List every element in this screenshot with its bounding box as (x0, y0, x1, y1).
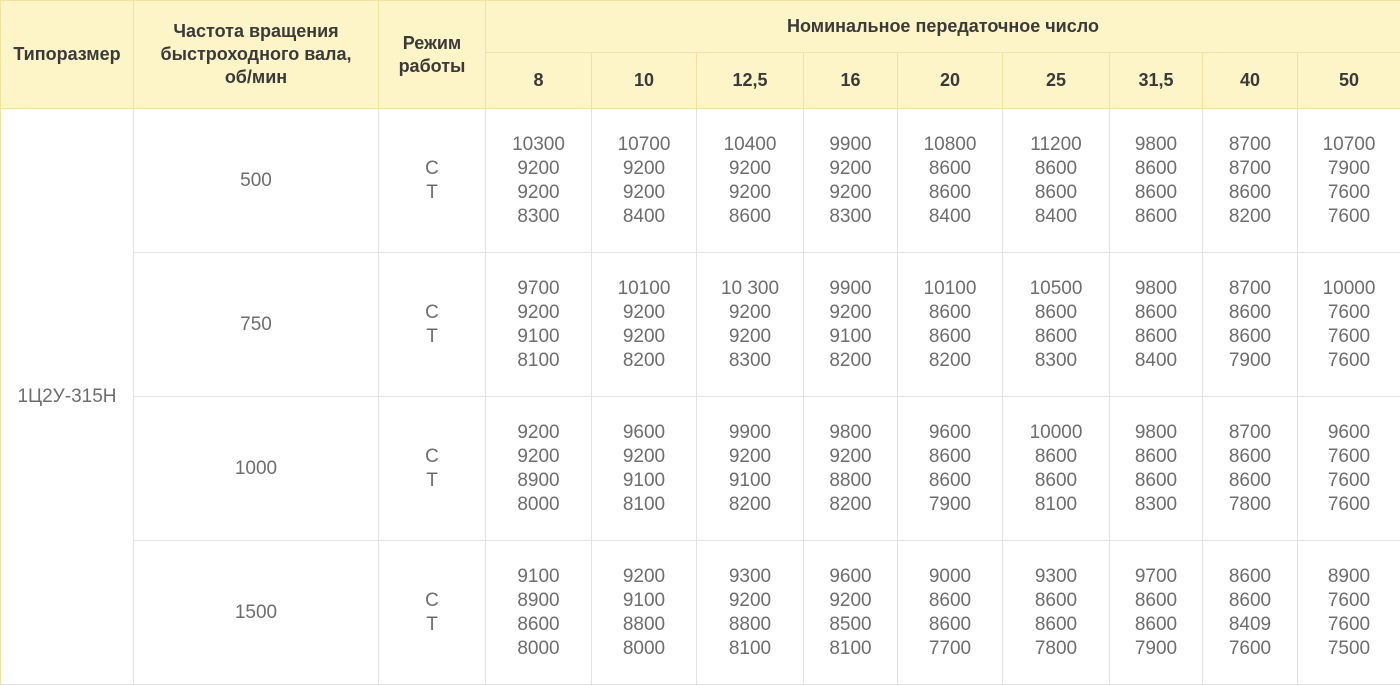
value-line: 8300 (1135, 493, 1177, 517)
value-line: 8600 (729, 205, 771, 229)
value-line: 9300 (729, 565, 771, 589)
value-line: 9000 (929, 565, 971, 589)
value-line: 8800 (829, 469, 871, 493)
mode-value: Т (426, 325, 438, 349)
value-line: 9200 (729, 157, 771, 181)
value-line: 7600 (1328, 301, 1370, 325)
table-row (1, 109, 1400, 253)
value-cell (697, 397, 804, 541)
value-line: 8300 (829, 205, 871, 229)
value-line: 9200 (829, 157, 871, 181)
value-line: 9200 (729, 301, 771, 325)
value-line: 8500 (829, 613, 871, 637)
value-line: 9700 (517, 277, 559, 301)
mode-value: Т (426, 181, 438, 205)
value-line: 8600 (1035, 181, 1077, 205)
value-cell (1110, 253, 1203, 397)
value-cell (486, 109, 592, 253)
value-line: 8600 (1135, 469, 1177, 493)
value-line: 9200 (517, 445, 559, 469)
value-line: 8900 (1328, 565, 1370, 589)
value-line: 8700 (1229, 277, 1271, 301)
value-line: 8100 (729, 637, 771, 661)
value-line: 8600 (517, 613, 559, 637)
value-line: 7900 (929, 493, 971, 517)
value-line: 10700 (1323, 133, 1376, 157)
header-ratio-group: Номинальное передаточное число (486, 1, 1400, 53)
value-line: 8600 (1229, 445, 1271, 469)
value-cell (898, 397, 1003, 541)
value-cell (592, 253, 697, 397)
value-cell (486, 541, 592, 685)
value-line: 9800 (1135, 277, 1177, 301)
value-cell (1110, 397, 1203, 541)
value-line: 7700 (929, 637, 971, 661)
value-line: 9200 (623, 565, 665, 589)
value-line: 8600 (929, 325, 971, 349)
value-line: 9900 (729, 421, 771, 445)
mode-value: Т (426, 469, 438, 493)
value-line: 8000 (517, 493, 559, 517)
value-line: 8900 (517, 469, 559, 493)
value-line: 8100 (829, 637, 871, 661)
value-line: 7600 (1328, 613, 1370, 637)
mode-cell (379, 109, 486, 253)
value-line: 7600 (1328, 325, 1370, 349)
value-line: 8400 (623, 205, 665, 229)
value-line: 8300 (1035, 349, 1077, 373)
value-line: 9200 (517, 421, 559, 445)
value-line: 9200 (829, 445, 871, 469)
header-ratio: 25 (1003, 53, 1110, 109)
value-line: 8600 (1035, 157, 1077, 181)
value-cell (697, 109, 804, 253)
header-ratio: 10 (592, 53, 697, 109)
value-line: 9100 (517, 325, 559, 349)
value-line: 7900 (1229, 349, 1271, 373)
value-line: 8600 (929, 613, 971, 637)
value-line: 7500 (1328, 637, 1370, 661)
mode-value: С (425, 301, 439, 325)
value-line: 9200 (517, 301, 559, 325)
header-speed: Частота вращения быстроходного вала, об/мин (134, 1, 379, 109)
value-line: 8600 (1135, 589, 1177, 613)
value-line: 8600 (929, 469, 971, 493)
value-line: 8600 (1135, 157, 1177, 181)
value-cell (697, 541, 804, 685)
value-line: 8200 (1229, 205, 1271, 229)
value-line: 9300 (1035, 565, 1077, 589)
value-line: 8800 (729, 613, 771, 637)
value-cell (1298, 541, 1400, 685)
value-line: 8100 (517, 349, 559, 373)
value-line: 8200 (929, 349, 971, 373)
value-line: 8000 (517, 637, 559, 661)
value-line: 8600 (1035, 301, 1077, 325)
value-line: 7600 (1328, 445, 1370, 469)
value-cell (1203, 253, 1298, 397)
value-line: 9100 (623, 469, 665, 493)
value-line: 10000 (1030, 421, 1083, 445)
value-line: 9200 (829, 589, 871, 613)
value-line: 9200 (623, 301, 665, 325)
value-line: 8300 (729, 349, 771, 373)
value-cell (1003, 541, 1110, 685)
value-line: 8200 (729, 493, 771, 517)
value-line: 8700 (1229, 421, 1271, 445)
value-cell (1203, 397, 1298, 541)
value-line: 7800 (1035, 637, 1077, 661)
value-line: 7600 (1328, 589, 1370, 613)
header-ratio: 16 (804, 53, 898, 109)
mode-cell (379, 541, 486, 685)
value-line: 8600 (1135, 445, 1177, 469)
value-line: 8600 (1035, 469, 1077, 493)
header-ratio: 50 (1298, 53, 1400, 109)
value-cell (592, 397, 697, 541)
value-line: 8600 (1035, 589, 1077, 613)
speed-cell: 1500 (134, 541, 379, 685)
value-line: 8600 (1229, 589, 1271, 613)
value-line: 9200 (729, 325, 771, 349)
value-line: 9800 (829, 421, 871, 445)
value-line: 10800 (924, 133, 977, 157)
value-line: 7600 (1328, 469, 1370, 493)
header-ratio: 12,5 (697, 53, 804, 109)
value-line: 8300 (517, 205, 559, 229)
value-line: 8600 (1229, 325, 1271, 349)
value-line: 8409 (1229, 613, 1271, 637)
value-line: 8200 (623, 349, 665, 373)
value-line: 7800 (1229, 493, 1271, 517)
value-line: 9600 (1328, 421, 1370, 445)
value-cell (1110, 109, 1203, 253)
value-cell (898, 109, 1003, 253)
value-line: 10700 (618, 133, 671, 157)
value-cell (1203, 541, 1298, 685)
value-line: 8600 (1229, 469, 1271, 493)
value-line: 9100 (829, 325, 871, 349)
value-cell (898, 253, 1003, 397)
value-line: 8400 (1035, 205, 1077, 229)
value-line: 8700 (1229, 133, 1271, 157)
value-line: 9700 (1135, 565, 1177, 589)
value-cell (1003, 109, 1110, 253)
table-row (1, 541, 1400, 685)
mode-cell (379, 397, 486, 541)
header-ratio: 20 (898, 53, 1003, 109)
value-line: 9200 (623, 157, 665, 181)
mode-value: С (425, 589, 439, 613)
header-ratio: 8 (486, 53, 592, 109)
header-ratio: 40 (1203, 53, 1298, 109)
value-line: 11200 (1030, 133, 1081, 157)
value-cell (486, 253, 592, 397)
value-cell (804, 397, 898, 541)
value-line: 10100 (618, 277, 671, 301)
value-line: 9900 (829, 277, 871, 301)
value-cell (1298, 109, 1400, 253)
value-line: 9200 (729, 445, 771, 469)
value-line: 8600 (1135, 205, 1177, 229)
value-line: 8600 (1135, 613, 1177, 637)
value-line: 9200 (729, 589, 771, 613)
value-line: 9800 (1135, 133, 1177, 157)
value-line: 8600 (1135, 325, 1177, 349)
value-line: 9600 (929, 421, 971, 445)
value-line: 8900 (517, 589, 559, 613)
header-mode: Режим работы (379, 1, 486, 109)
value-line: 8700 (1229, 157, 1271, 181)
size-cell: 1Ц2У-315Н (1, 109, 134, 685)
table-row (1, 253, 1400, 397)
speed-cell: 1000 (134, 397, 379, 541)
value-line: 9200 (517, 157, 559, 181)
mode-value: Т (426, 613, 438, 637)
value-line: 8600 (929, 445, 971, 469)
value-line: 8600 (929, 589, 971, 613)
value-line: 8100 (623, 493, 665, 517)
mode-value: С (425, 445, 439, 469)
value-line: 9800 (1135, 421, 1177, 445)
value-line: 8600 (929, 157, 971, 181)
value-cell (592, 541, 697, 685)
speed-cell: 500 (134, 109, 379, 253)
value-line: 8600 (1229, 181, 1271, 205)
value-line: 9200 (829, 181, 871, 205)
mode-cell (379, 253, 486, 397)
value-line: 8600 (1035, 613, 1077, 637)
value-line: 10100 (924, 277, 977, 301)
value-line: 10300 (512, 133, 565, 157)
value-line: 8600 (929, 301, 971, 325)
value-cell (1298, 253, 1400, 397)
value-line: 9100 (729, 469, 771, 493)
value-line: 9200 (517, 181, 559, 205)
value-line: 9100 (623, 589, 665, 613)
value-cell (697, 253, 804, 397)
value-line: 9200 (623, 181, 665, 205)
value-cell (592, 109, 697, 253)
value-cell (898, 541, 1003, 685)
value-line: 9200 (829, 301, 871, 325)
value-line: 8600 (1135, 181, 1177, 205)
value-line: 8600 (1229, 301, 1271, 325)
value-line: 8200 (829, 493, 871, 517)
value-line: 8600 (1229, 565, 1271, 589)
mode-value: С (425, 157, 439, 181)
value-line: 7600 (1328, 493, 1370, 517)
table-header (1, 1, 1400, 109)
value-line: 10 300 (721, 277, 779, 301)
value-line: 8100 (1035, 493, 1077, 517)
value-line: 8000 (623, 637, 665, 661)
value-line: 7900 (1328, 157, 1370, 181)
value-line: 9600 (829, 565, 871, 589)
value-line: 7600 (1229, 637, 1271, 661)
value-line: 10000 (1323, 277, 1376, 301)
table-body (1, 109, 1400, 685)
value-line: 8600 (1035, 325, 1077, 349)
value-cell (804, 253, 898, 397)
value-cell (1110, 541, 1203, 685)
value-line: 8600 (1035, 445, 1077, 469)
value-line: 7900 (1135, 637, 1177, 661)
value-line: 9900 (829, 133, 871, 157)
value-line: 7600 (1328, 181, 1370, 205)
value-cell (804, 541, 898, 685)
value-cell (1203, 109, 1298, 253)
value-line: 8800 (623, 613, 665, 637)
value-cell (804, 109, 898, 253)
value-line: 7600 (1328, 349, 1370, 373)
value-line: 9200 (623, 445, 665, 469)
value-cell (1003, 397, 1110, 541)
value-line: 8200 (829, 349, 871, 373)
value-line: 8400 (929, 205, 971, 229)
value-line: 9200 (729, 181, 771, 205)
table-row (1, 397, 1400, 541)
value-cell (1003, 253, 1110, 397)
value-line: 7600 (1328, 205, 1370, 229)
value-cell (1298, 397, 1400, 541)
value-cell (486, 397, 592, 541)
value-line: 8600 (1135, 301, 1177, 325)
header-ratio: 31,5 (1110, 53, 1203, 109)
speed-cell: 750 (134, 253, 379, 397)
value-line: 10400 (724, 133, 777, 157)
value-line: 9200 (623, 325, 665, 349)
value-line: 8600 (929, 181, 971, 205)
header-size: Типоразмер (1, 1, 134, 109)
value-line: 9100 (517, 565, 559, 589)
value-line: 8400 (1135, 349, 1177, 373)
value-line: 10500 (1030, 277, 1083, 301)
value-line: 9600 (623, 421, 665, 445)
